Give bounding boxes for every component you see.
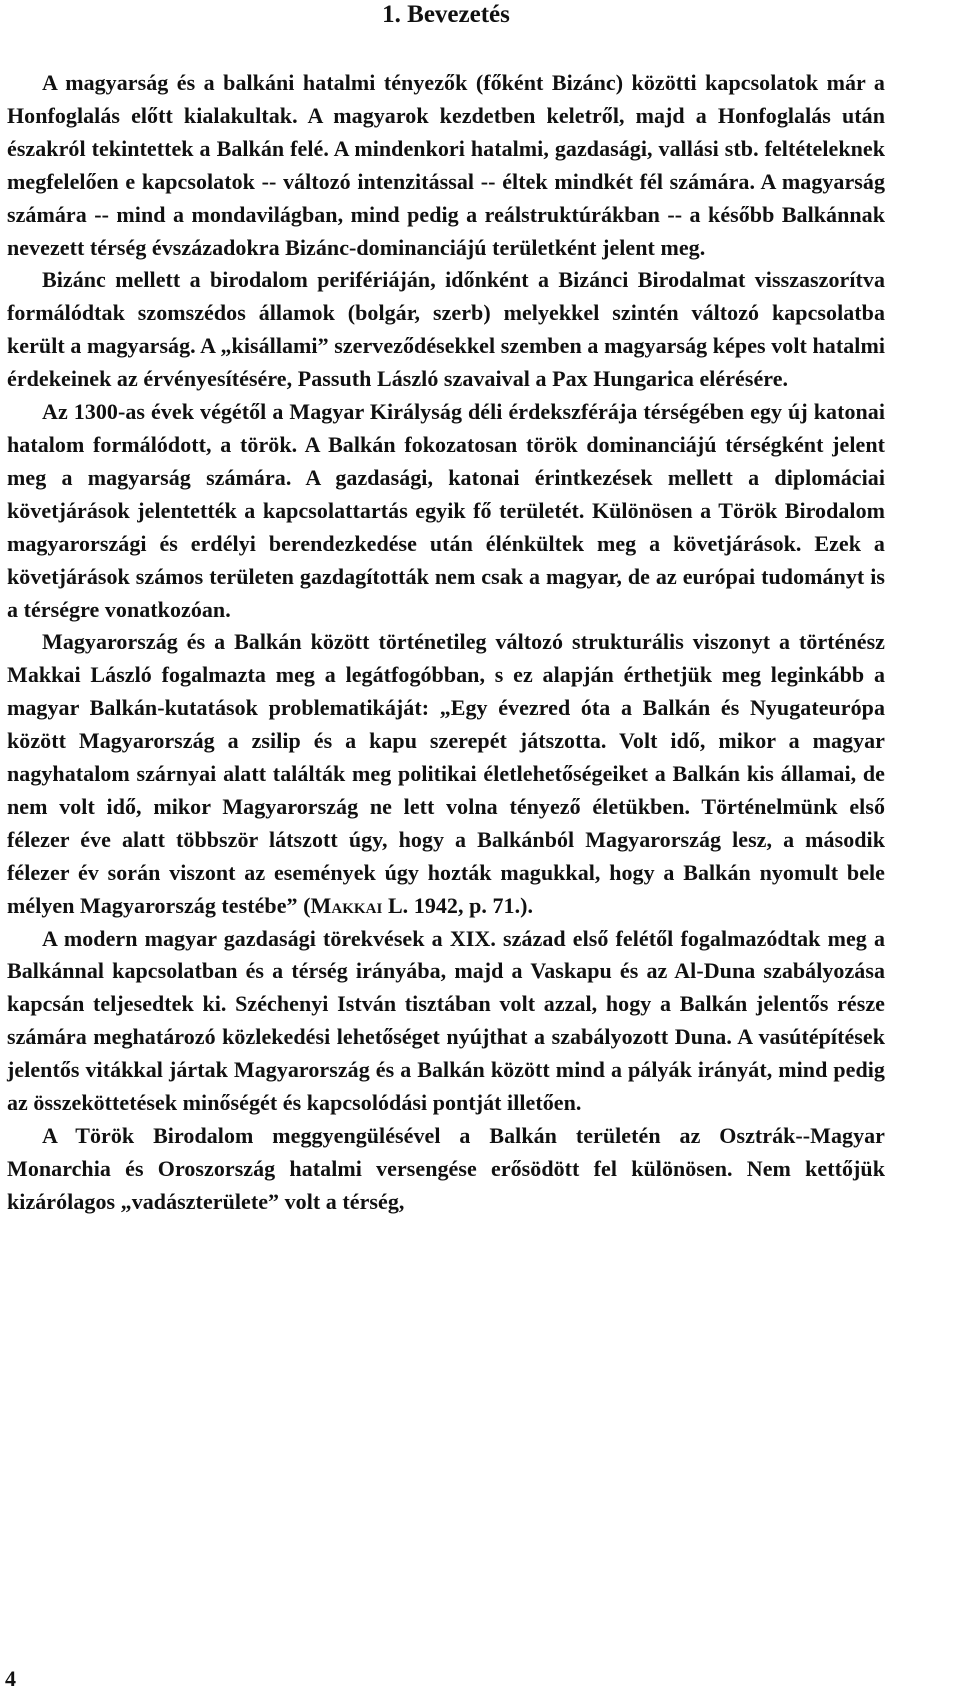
paragraph-4 — [7, 626, 885, 922]
citation-details: L. 1942, p. 71.). — [382, 892, 534, 918]
paragraph-1: A magyarság és a balkáni hatalmi tényezők (főként Bizánc) közötti kapcsolatok már a Honfoglalás előtt kialakultak. A magyarok kezdetben keletről, majd a Honfoglalás után északról tekintettek a Balkán felé. A mindenkori hatalmi, gazdasági, vallási stb. feltételeknek megfelelően e kapcsolatok -- változó intenzitással -- éltek mindkét fél számára. A magyarság számára -- mind a mondavilágban, mind pedig a reálstruktúrákban -- a később Balkánnak nevezett térség évszázadokra Bizánc-dominanciájú területként jelent meg. — [7, 70, 885, 260]
paragraph-2: Bizánc mellett a birodalom perifériáján, időnként a Bizánci Birodalmat visszaszorítva formálódtak szomszédos államok (bolgár, szerb) melyekkel szintén változó kapcsolatba került a magyarság. A „kisállami” szerveződésekkel szemben a magyarság képes volt hatalmi érdekeinek az érvényesítésére, Passuth László szavaival a Pax Hungarica elérésére. — [7, 267, 885, 392]
paragraph-3: Az 1300-as évek végétől a Magyar Királyság déli érdekszférája térségében egy új katonai hatalom formálódott, a török. A Balkán fokozatosan török dominanciájú térségként jelent meg a magyarság számára. A gazdasági, katonai érintkezések mellett a diplomáciai követjárások jelentették a kapcsolattartás egyik fő területét. Különösen a Török Birodalom magyarországi és erdélyi berendezkedése után élénkültek meg a követjárások. Ezek a követjárások számos területen gazdagították nem csak a magyar, de az európai tudományt is a térségre vonatkozóan. — [7, 399, 885, 622]
page-number: 4 — [5, 1666, 16, 1691]
body-text — [7, 67, 885, 1219]
paragraph-4-text: Magyarország és a Balkán között történetileg változó strukturális viszonyt a történész Makkai László fogalmazta meg a legátfogóbban, s ez alapján érthetjük meg leginkább a magyar Balkán-kutatások problematikáját: „Egy évezred óta a Balkán és Nyugateurópa között Magyarország a zsilip és a kapu szerepét játszotta. Volt idő, mikor a magyar nagyhatalom szárnyai alatt találták meg politikai életlehetőségeiket a Balkán kis államai, de nem volt idő, mikor Magyarország ne lett volna tényező életükben. Történelmünk első félezer éve alatt többször látszott úgy, hogy a Balkánból Magyarország lesz, a második félezer év során viszont az események úgy hozták magukkal, hogy a Balkán nyomult bele mélyen Magyarország testébe” ( — [7, 629, 885, 918]
document-page — [7, 0, 885, 1219]
paragraph-6: A Török Birodalom meggyengülésével a Balkán területén az Osztrák--Magyar Monarchia és Oroszország hatalmi versengése erősödött fel különösen. Nem kettőjük kizárólagos „vadászterülete” volt a térség, — [7, 1123, 885, 1214]
citation-author: Makkai — [310, 892, 383, 918]
chapter-heading: 1. Bevezetés — [382, 1, 510, 28]
paragraph-5: A modern magyar gazdasági törekvések a XIX. század első felétől fogalmazódtak meg a Balkánnal kapcsolatban és a térség irányába, majd a Vaskapu és az Al-Duna szabályozása kapcsán teljesedtek ki. Széchenyi István tisztában volt azzal, hogy a Balkán jelentős része számára meghatározó közlekedési lehetőséget nyújthat a szabályozott Duna. A vasútépítések jelentős vitákkal jártak Magyarország és a Balkán között mind a pályák irányát, mind pedig az összeköttetések minőségét és kapcsolódási pontját illetően. — [7, 925, 885, 1116]
